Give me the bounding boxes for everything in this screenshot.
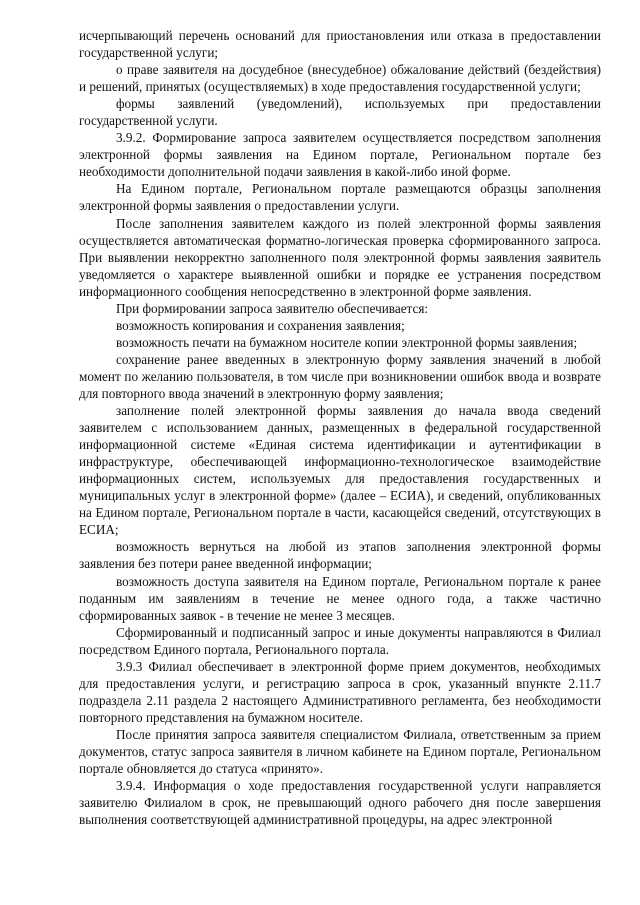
paragraph: Сформированный и подписанный запрос и иные документы направляются в Филиал посредством Единого портала, Регионального портала. bbox=[79, 624, 601, 657]
paragraph: После заполнения заявителем каждого из полей электронной формы заявления осуществляется автоматическая форматно-логическая проверка сформированного запроса. При выявлении некорректно заполненного поля электронной формы заявления заявитель уведомляется о характере выявленной ошибки и порядке ее устранения посредством информационного сообщения непосредственно в электронной форме заявления. bbox=[79, 215, 601, 299]
paragraph: о праве заявителя на досудебное (внесудебное) обжалование действий (бездействия) и решений, принятых (осуществляемых) в ходе предоставления государственной услуги; bbox=[79, 62, 601, 95]
paragraph: 3.9.3 Филиал обеспечивает в электронной форме прием документов, необходимых для предоставления услуги, и регистрацию запроса в срок, указанный впункте 2.11.7 подраздела 2.11 раздела 2 настоящего Административного регламента, без необходимости повторного представления на бумажном носителе. bbox=[79, 658, 601, 725]
paragraph: На Едином портале, Региональном портале размещаются образцы заполнения электронной формы заявления о предоставлении услуги. bbox=[79, 181, 601, 214]
paragraph: 3.9.2. Формирование запроса заявителем осуществляется посредством заполнения электронной формы заявления на Едином портале, Региональном портале без необходимости дополнительной подачи заявления в какой-либо иной форме. bbox=[79, 130, 601, 180]
paragraph: заполнение полей электронной формы заявления до начала ввода сведений заявителем с использованием данных, размещенных в федеральной государственной информационной системе «Единая система идентификации и аутентификации в инфраструктуре, обеспечивающей информационно-технологическое взаимодействие информационных систем, используемых для предоставления государственных и муниципальных услуг в электронной форме» (далее – ЕСИА), и сведений, опубликованных на Едином портале, Региональном портале в части, касающейся сведений, отсутствующих в ЕСИА; bbox=[79, 403, 601, 538]
document-body bbox=[79, 27, 601, 828]
paragraph: возможность печати на бумажном носителе копии электронной формы заявления; bbox=[116, 334, 578, 350]
paragraph: возможность доступа заявителя на Едином портале, Региональном портале к ранее поданным им заявлениям в течение не менее одного года, а также частично сформированных заявок - в течение не менее 3 месяцев. bbox=[79, 573, 601, 623]
paragraph: сохранение ранее введенных в электронную форму заявления значений в любой момент по желанию пользователя, в том числе при возникновении ошибок ввода и возврате для повторного ввода значений в электронную форму заявления; bbox=[79, 351, 601, 401]
paragraph: После принятия запроса заявителя специалистом Филиала, ответственным за прием документов, статус запроса заявителя в личном кабинете на Едином портале, Региональном портале обновляется до статуса «принято». bbox=[79, 726, 601, 777]
paragraph: 3.9.4. Информация о ходе предоставления государственной услуги направляется заявителю Филиалом в срок, не превышающий одного рабочего дня после завершения выполнения соответствующей административной процедуры, на адрес электронной bbox=[79, 778, 601, 828]
paragraph: формы заявлений (уведомлений), используемых при предоставлении государственной услуги. bbox=[79, 96, 601, 129]
paragraph: При формировании запроса заявителю обеспечивается: bbox=[116, 300, 429, 316]
paragraph: исчерпывающий перечень оснований для приостановления или отказа в предоставлении государственной услуги; bbox=[79, 28, 601, 61]
paragraph: возможность вернуться на любой из этапов заполнения электронной формы заявления без потери ранее введенной информации; bbox=[79, 539, 601, 572]
paragraph: возможность копирования и сохранения заявления; bbox=[116, 317, 405, 333]
